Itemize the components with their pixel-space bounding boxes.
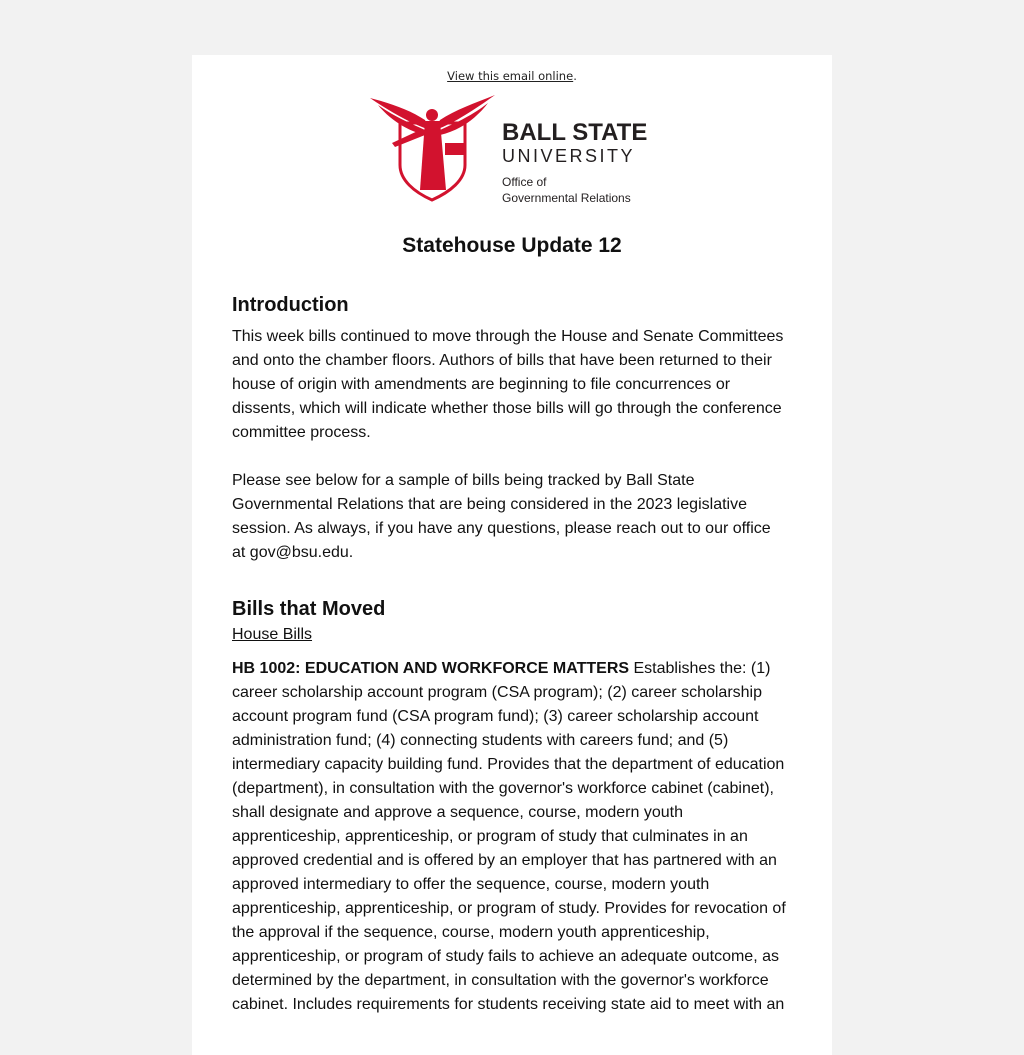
intro-heading: Introduction	[232, 294, 349, 316]
bill-item	[232, 657, 792, 1017]
house-bills-subheading: House Bills	[232, 626, 313, 643]
email-title: Statehouse Update 12	[402, 234, 622, 257]
svg-text:Governmental Relations: Governmental Relations	[502, 191, 631, 205]
beneficence-shield-icon	[370, 95, 495, 200]
bills-heading: Bills that Moved	[232, 598, 386, 620]
intro-paragraph-1: This week bills continued to move through the House and Senate Committees and onto the chamber floors. Authors of bills that have been returned to their house of origin with amendments are beginning to file concurrences or dissents, which will indicate whether those bills will go through the conference committee process.	[232, 328, 784, 441]
email-body	[192, 55, 832, 1055]
svg-text:Office of: Office of	[502, 175, 547, 189]
logo-text: BALL STATE	[502, 119, 648, 146]
intro-paragraph-2: Please see below for a sample of bills being tracked by Ball State Governmental Relations that are being considered in the 2023 legislative session. As always, if you have any questions, please reach out to our office at gov@bsu.edu.	[232, 472, 771, 561]
period: .	[573, 69, 577, 83]
view-online-link[interactable]: View this email online	[447, 69, 574, 83]
email-content	[232, 291, 792, 1041]
svg-text:UNIVERSITY: UNIVERSITY	[502, 146, 636, 166]
bill-description: Establishes the: (1) career scholarship account program (CSA program); (2) career scholarship account program fund (CSA program fund); (3) career scholarship account administration fund; (4) connecting students with careers fund; and (5) intermediary capacity building fund. Provides that the department of education (department), in consultation with the governor's workforce cabinet (cabinet), shall designate and approve a sequence, course, modern youth apprenticeship, apprenticeship, or program of study that culminates in an approved credential and is offered by an employer that has partnered with an approved intermediary to offer the sequence, course, modern youth apprenticeship, apprenticeship, or program of study. Provides for revocation of the approval if the sequence, course, modern youth apprenticeship, apprenticeship, or program of study fails to achieve an adequate outcome, as determined by the department, in consultation with the governor's workforce cabinet. Includes requirements for students receiving state aid to meet with an	[232, 660, 786, 1013]
view-online-line	[192, 69, 832, 83]
bill-name: HB 1002: EDUCATION AND WORKFORCE MATTERS	[232, 660, 630, 677]
ball-state-logo	[370, 95, 660, 207]
